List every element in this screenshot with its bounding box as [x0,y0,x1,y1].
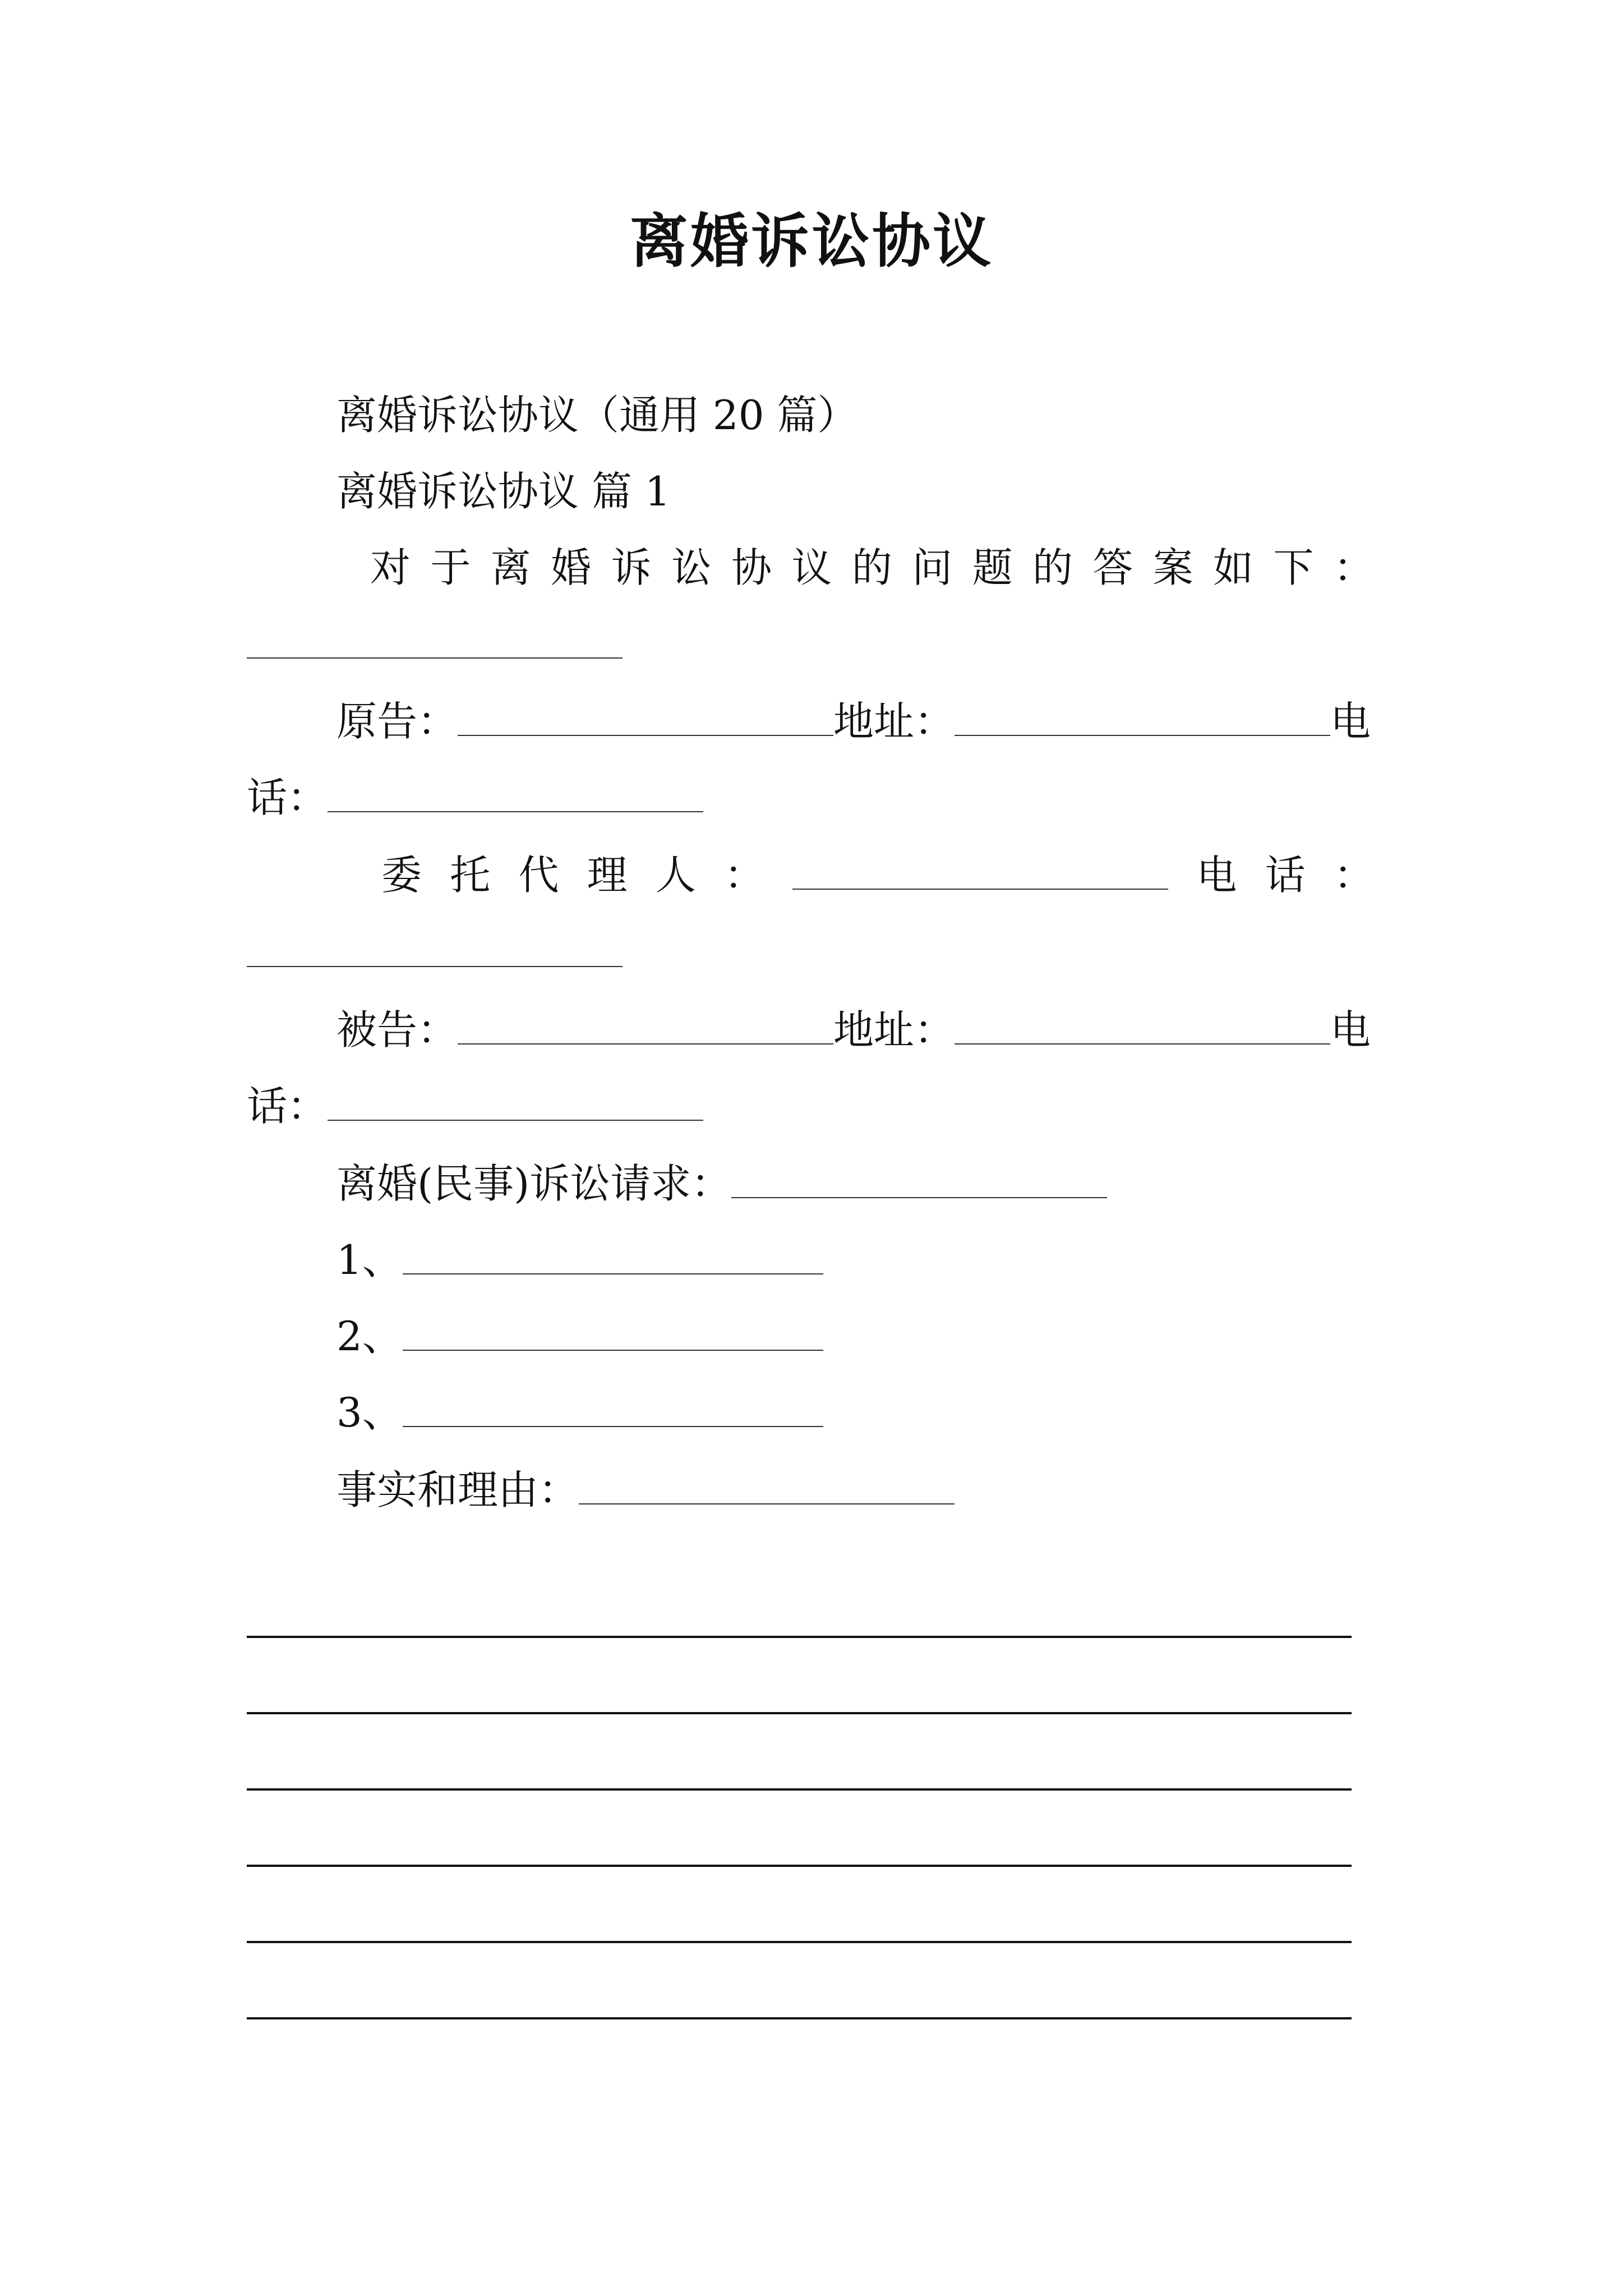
section-heading-text: 离婚诉讼协议 篇 1 [336,468,671,515]
intro-char: 诉 [611,544,652,591]
plaintiff-name-blank[interactable] [458,693,833,749]
claim-item [336,1232,823,1288]
agent-phone-char: 话 [1265,852,1306,899]
plaintiff-label: 原告： [336,698,458,745]
defendant-name-blank[interactable] [458,1002,833,1058]
intro-char: 协 [731,544,772,591]
writing-line[interactable] [247,1865,1352,1867]
plaintiff-address-blank[interactable] [955,693,1330,749]
writing-line[interactable] [247,1636,1352,1638]
agent-phone-char: ： [1333,852,1374,899]
plaintiff-address-label: 地址： [833,698,955,745]
claim-blank[interactable] [403,1384,823,1441]
agent-char: ： [724,852,765,899]
writing-line[interactable] [247,1941,1352,1943]
intro-char: 题 [972,544,1013,591]
intro-answer-blank[interactable] [247,616,623,672]
intro-char: 的 [1032,544,1073,591]
claim-number: 2、 [336,1313,403,1360]
intro-char: 问 [912,544,953,591]
intro-char: 下 [1273,544,1314,591]
claim-blank[interactable] [403,1308,823,1364]
intro-char: 议 [791,544,832,591]
intro-answer-row [247,616,623,672]
agent-char: 人 [655,852,696,899]
defendant-phone-row [247,1078,703,1134]
claim-item [336,1308,823,1364]
intro-char: 如 [1213,544,1254,591]
plaintiff-row [336,693,1371,749]
facts-row [336,1462,955,1518]
writing-line[interactable] [247,2017,1352,2019]
intro-char: 讼 [671,544,712,591]
section-heading [336,463,671,519]
plaintiff-phone-row [247,770,703,826]
subtitle-text: 离婚诉讼协议（通用 20 篇） [336,392,858,439]
agent-char: 理 [587,852,628,899]
agent-phone-blank[interactable] [247,924,623,981]
writing-line[interactable] [247,1788,1352,1791]
intro-char: 于 [430,544,471,591]
intro-char: 案 [1152,544,1193,591]
plaintiff-phone-label-end: 话： [247,774,328,821]
agent-phone-row [247,924,623,981]
claim-number: 1、 [336,1236,403,1283]
intro-char: 对 [370,544,411,591]
intro-char: 的 [851,544,892,591]
claim-item [336,1384,823,1441]
claims-row [336,1156,1107,1212]
plaintiff-phone-blank[interactable] [328,770,703,826]
defendant-phone-label-end: 话： [247,1083,328,1130]
intro-sentence [370,540,1374,596]
agent-char: 托 [450,852,491,899]
facts-label: 事实和理由： [336,1466,579,1513]
defendant-address-label: 地址： [833,1006,955,1053]
intro-char: 婚 [551,544,592,591]
intro-char: ： [1333,544,1374,591]
intro-char: 答 [1092,544,1133,591]
claim-blank[interactable] [403,1232,823,1288]
intro-char: 离 [490,544,531,591]
agent-name-blank[interactable] [792,847,1168,903]
agent-char: 代 [518,852,559,899]
writing-line[interactable] [247,1712,1352,1714]
facts-blank[interactable] [579,1462,955,1518]
document-subtitle [336,387,857,443]
claims-blank[interactable] [731,1156,1107,1212]
defendant-label: 被告： [336,1006,458,1053]
document-title: 离婚诉讼协议 [629,206,993,275]
agent-row [381,847,1374,903]
agent-phone-char: 电 [1196,852,1237,899]
claims-label: 离婚(民事)诉讼请求： [336,1160,732,1207]
claim-number: 3、 [336,1389,403,1436]
defendant-row [336,1002,1371,1058]
defendant-phone-blank[interactable] [328,1078,703,1134]
defendant-address-blank[interactable] [955,1002,1330,1058]
defendant-phone-label-start: 电 [1330,1006,1371,1053]
agent-char: 委 [381,852,422,899]
plaintiff-phone-label-start: 电 [1330,698,1371,745]
